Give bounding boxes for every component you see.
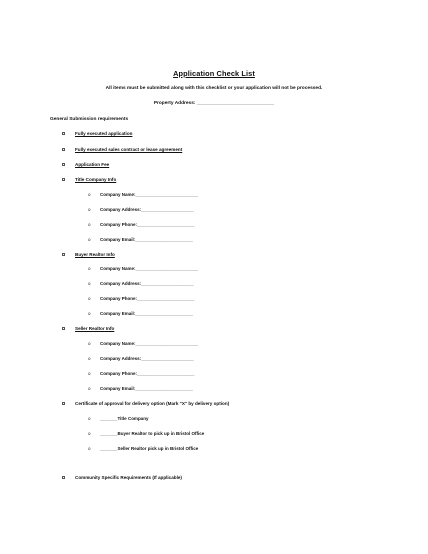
checklist-item-community-requirements[interactable] (62, 475, 182, 495)
checkbox[interactable] (62, 163, 65, 166)
section-heading: General Submission requirements (50, 117, 129, 122)
checklist-item-label: Seller Realtor Info (75, 326, 115, 331)
checklist-item-title-company[interactable] (62, 177, 117, 197)
checklist-item-label: Community Specific Requirements (If applicable) (75, 475, 182, 480)
bullet-icon: o (88, 385, 91, 391)
field-label: Company Address:_____________________ (100, 207, 194, 212)
checkbox[interactable] (62, 253, 65, 256)
field-label: Company Email:_______________________ (100, 386, 193, 391)
page-title: Application Check List (173, 69, 255, 78)
bullet-icon: o (88, 221, 91, 227)
checkbox[interactable] (62, 402, 65, 405)
field-label: Company Phone:_______________________ (100, 371, 195, 376)
bullet-icon: o (88, 445, 91, 451)
bullet-icon: o (88, 236, 91, 242)
checklist-item-label: Buyer Realtor Info (75, 252, 115, 257)
bullet-icon: o (88, 430, 91, 436)
checklist-item-label: Certificate of approval for delivery option (Mark "X" by delivery option) (75, 401, 230, 406)
checkbox[interactable] (62, 327, 65, 330)
checklist-item-label: Fully executed sales contract or lease agreement (75, 147, 183, 152)
checkbox[interactable] (62, 148, 65, 151)
delivery-option-label: _______Title Company (100, 416, 149, 421)
bullet-icon: o (88, 280, 91, 286)
checkbox[interactable] (62, 178, 65, 181)
checkbox[interactable] (62, 132, 65, 135)
delivery-option-label: _______Seller Realtor pick up in Bristol Office (100, 446, 199, 451)
delivery-option-seller-realtor[interactable] (88, 445, 199, 466)
instructions-text: All items must be submitted along with this checklist or your application will not be processed. (105, 86, 323, 91)
field-label: Company Name:_________________________ (100, 266, 199, 271)
checkbox[interactable] (62, 476, 65, 479)
bullet-icon: o (88, 415, 91, 421)
checklist-item-label: Title Company Info (75, 177, 117, 182)
field-label: Company Name:_________________________ (100, 341, 199, 346)
bullet-icon: o (88, 206, 91, 212)
field-label: Company Email:_______________________ (100, 311, 193, 316)
checklist-item-seller-realtor[interactable] (62, 326, 115, 346)
bullet-icon: o (88, 310, 91, 316)
field-label: Company Address:_____________________ (100, 281, 194, 286)
checklist-item-label: Application Fee (75, 162, 110, 167)
field-label: Company Address:_____________________ (100, 356, 194, 361)
property-address-field[interactable]: Property Address: _____________________________ (153, 101, 275, 106)
bullet-icon: o (88, 370, 91, 376)
delivery-option-label: _______Buyer Realtor to pick up in Bristol Office (100, 431, 205, 436)
field-label: Company Email:_______________________ (100, 237, 193, 242)
bullet-icon: o (88, 265, 91, 271)
checklist-item-label: Fully executed application (75, 131, 133, 136)
bullet-icon: o (88, 295, 91, 301)
field-label: Company Phone:_______________________ (100, 222, 195, 227)
bullet-icon: o (88, 355, 91, 361)
field-label: Company Name:_________________________ (100, 192, 199, 197)
checklist-item-buyer-realtor[interactable] (62, 252, 115, 272)
bullet-icon: o (88, 340, 91, 346)
bullet-icon: o (88, 191, 91, 197)
field-label: Company Phone:_______________________ (100, 296, 195, 301)
